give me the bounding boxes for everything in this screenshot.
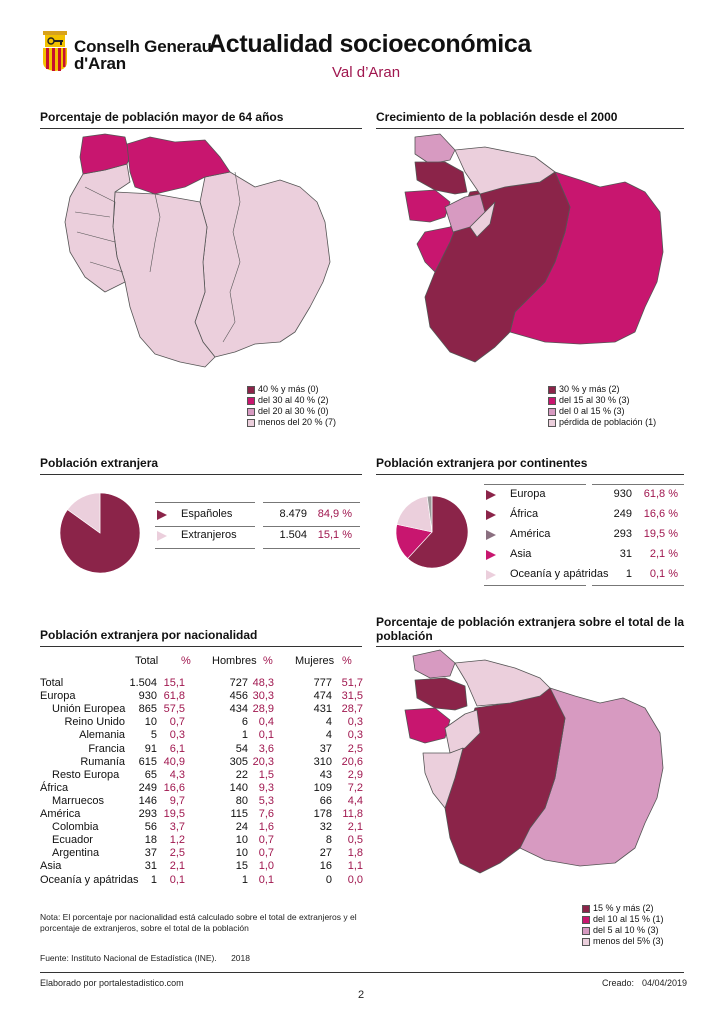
map2-rule [376, 128, 684, 129]
pie1-rule [40, 474, 362, 475]
table-row [40, 874, 365, 887]
footer-created-label: Creado: [602, 978, 635, 988]
cell-value: 28,7 [341, 703, 363, 716]
row-label: Resto Europa [52, 768, 120, 781]
map-foreign-share [395, 648, 685, 888]
cell-value: 0,7 [169, 716, 185, 729]
cell-value: 4 [325, 716, 332, 729]
map3-region-west-mid [405, 708, 450, 743]
cell-value: 865 [138, 703, 157, 716]
cell-value: 65 [144, 768, 157, 781]
table-row [40, 769, 365, 782]
cell-value: 6,1 [169, 742, 185, 755]
table-row [40, 677, 365, 690]
cell-value: 1,5 [258, 768, 274, 781]
cell-value: 0 [325, 873, 332, 886]
legend-swatch [582, 938, 590, 946]
table-row [40, 703, 365, 716]
map2-region-west-dark [415, 162, 467, 194]
cell-value: 5 [150, 729, 157, 742]
cell-value: 28,9 [252, 703, 274, 716]
row-marker-icon [486, 570, 496, 580]
table-row [40, 808, 365, 821]
cell-value: 727 [229, 677, 248, 689]
map1-legend [247, 384, 336, 428]
legend-swatch [548, 408, 556, 416]
map2-region-northwest [415, 134, 455, 164]
row-label: Alemania [79, 729, 125, 742]
legend-item: 40 % y más (0) [247, 384, 336, 395]
cell-value: 61,8 [163, 690, 185, 703]
pie2-rule [376, 474, 684, 475]
cell-value: 178 [313, 808, 332, 820]
cell-value: 37 [319, 742, 332, 755]
cell-value: 0,1 [258, 729, 274, 742]
table-row: Extranjeros 1.504 15,1 % [155, 526, 360, 546]
row-label: Unión Europea [52, 703, 126, 716]
map2-region-west-mid [405, 190, 450, 222]
cell-value: 1,8 [347, 847, 363, 860]
cell-value: 66 [319, 794, 332, 807]
legend-swatch [548, 386, 556, 394]
row-label: Ecuador [52, 834, 93, 847]
cell-value: 11,8 [342, 808, 363, 820]
cell-value: 51,7 [341, 677, 363, 689]
cell-value: 0,3 [347, 729, 363, 742]
cell-value: 57,5 [163, 703, 185, 716]
table-row [40, 795, 365, 808]
cell-value: 0,3 [169, 729, 185, 742]
table-title: Población extranjera por nacionalidad [40, 628, 258, 642]
map1-title: Porcentaje de población mayor de 64 años [40, 110, 284, 124]
table-row: América 293 19,5 % [484, 525, 684, 545]
cell-value: 19,5 [163, 808, 185, 820]
legend-item: del 5 al 10 % (3) [582, 925, 664, 936]
legend-item: 15 % y más (2) [582, 903, 664, 914]
cell-value: 1 [150, 873, 157, 886]
table-row [40, 782, 365, 795]
table-row [40, 690, 365, 703]
cell-value: 37 [144, 847, 157, 860]
cell-value: 15 [235, 860, 248, 873]
row-label: Francia [88, 742, 125, 755]
cell-value: 0,3 [347, 716, 363, 729]
cell-value: 10 [144, 716, 157, 729]
cell-value: 18 [144, 834, 157, 847]
legend-item: del 15 al 30 % (3) [548, 395, 656, 406]
cell-value: 32 [319, 821, 332, 834]
table-row: Españoles 8.479 84,9 % [155, 505, 360, 525]
row-label: África [40, 781, 69, 794]
cell-value: 293 [138, 808, 157, 820]
page-number: 2 [358, 989, 365, 1001]
legend-item: del 20 al 30 % (0) [247, 406, 336, 417]
logo [38, 30, 218, 74]
cell-value: 0,1 [258, 873, 274, 886]
legend-item: del 30 al 40 % (2) [247, 395, 336, 406]
legend-item: del 10 al 15 % (1) [582, 914, 664, 925]
cell-value: 4,3 [169, 768, 185, 781]
column-header: % [263, 655, 273, 667]
cell-value: 3,6 [258, 742, 274, 755]
legend-swatch [247, 386, 255, 394]
map3-legend [582, 903, 664, 947]
pie-foreign-by-continent [392, 492, 472, 572]
cell-value: 43 [319, 768, 332, 781]
cell-value: 31 [144, 860, 157, 873]
cell-value: 0,0 [347, 873, 363, 886]
source: Fuente: Instituto Nacional de Estadística (INE). 2018 [40, 953, 250, 963]
table-row [40, 834, 365, 847]
cell-value: 115 [230, 808, 248, 820]
legend-swatch [582, 916, 590, 924]
row-marker-icon [157, 531, 167, 541]
cell-value: 0,7 [258, 847, 274, 860]
cell-value: 146 [138, 794, 157, 807]
map3-rule [376, 646, 684, 647]
row-label: Colombia [52, 821, 99, 834]
cell-value: 54 [235, 742, 248, 755]
pie2-table [484, 484, 684, 586]
table-row: Oceanía y apátridas 1 0,1 % [484, 565, 684, 585]
footer-created-date: 04/04/2019 [642, 978, 688, 988]
cell-value: 5,3 [258, 794, 274, 807]
cell-value: 80 [235, 794, 248, 807]
cell-value: 22 [235, 768, 248, 781]
map2-legend [548, 384, 656, 428]
map3-region-northwest [413, 650, 455, 678]
row-label: Oceanía y apátridas [40, 873, 139, 886]
cell-value: 0,7 [258, 834, 274, 847]
cell-value: 4 [325, 729, 332, 742]
cell-value: 20,6 [341, 755, 363, 768]
cell-value: 615 [138, 755, 157, 768]
row-marker-icon [486, 530, 496, 540]
map1-region-east [195, 172, 330, 357]
cell-value: 10 [235, 834, 248, 847]
table-row: Asia 31 2,1 % [484, 545, 684, 565]
map-elderly-population [55, 132, 345, 372]
map1-rule [40, 128, 362, 129]
cell-value: 1.504 [129, 677, 157, 689]
column-header: % [342, 655, 352, 667]
cell-value: 2,1 [347, 821, 363, 834]
cell-value: 9,3 [258, 781, 274, 794]
pie-foreign-population [55, 488, 145, 578]
legend-swatch [582, 905, 590, 913]
row-label: Argentina [52, 847, 100, 860]
map3-title: Porcentaje de población extranjera sobre el total de la población [376, 615, 685, 643]
row-label: América [40, 808, 81, 820]
row-label: Europa [40, 690, 76, 703]
cell-value: 2,9 [347, 768, 363, 781]
coat-of-arms-icon [42, 30, 68, 72]
table-row: Europa 930 61,8 % [484, 485, 684, 505]
row-marker-icon [486, 510, 496, 520]
legend-swatch [247, 419, 255, 427]
cell-value: 31,5 [341, 690, 363, 703]
cell-value: 109 [313, 781, 332, 794]
table-row [40, 756, 365, 769]
cell-value: 16 [319, 860, 332, 873]
column-header: % [181, 655, 191, 667]
cell-value: 930 [138, 690, 157, 703]
legend-swatch [247, 408, 255, 416]
cell-value: 30,3 [252, 690, 274, 703]
row-marker-icon [486, 490, 496, 500]
legend-item: menos del 5% (3) [582, 936, 664, 947]
cell-value: 2,5 [169, 847, 185, 860]
table-row [40, 729, 365, 742]
legend-swatch [247, 397, 255, 405]
map2-title: Crecimiento de la población desde el 2000 [376, 110, 618, 124]
table-row [40, 860, 365, 873]
pie1-table [155, 502, 360, 552]
cell-value: 7,6 [258, 808, 274, 820]
cell-value: 4,4 [347, 794, 363, 807]
column-header: Hombres [212, 655, 257, 667]
legend-item: menos del 20 % (7) [247, 417, 336, 428]
row-marker-icon [157, 510, 167, 520]
cell-value: 1,2 [169, 834, 185, 847]
pie2-title: Población extranjera por continentes [376, 456, 588, 470]
table-rule [40, 646, 362, 647]
source-year: 2018 [231, 953, 250, 963]
logo-text-line2: d'Aran [74, 54, 126, 73]
cell-value: 24 [235, 821, 248, 834]
table-row [40, 821, 365, 834]
map1-region-central [113, 192, 215, 367]
row-marker-icon [486, 550, 496, 560]
cell-value: 56 [144, 821, 157, 834]
table-row [40, 716, 365, 729]
cell-value: 305 [229, 755, 248, 768]
cell-value: 1,6 [258, 821, 274, 834]
legend-item: del 0 al 15 % (3) [548, 406, 656, 417]
cell-value: 1,1 [347, 860, 363, 873]
logo-text-line1: Conselh Generau [74, 37, 212, 56]
cell-value: 91 [144, 742, 157, 755]
table-row [40, 847, 365, 860]
row-label: Marruecos [52, 794, 104, 807]
row-label: Rumanía [80, 755, 125, 768]
map3-region-west-dark [415, 678, 467, 710]
row-label: Asia [40, 860, 62, 873]
cell-value: 15,1 [163, 677, 185, 689]
cell-value: 9,7 [169, 794, 185, 807]
cell-value: 1 [241, 729, 248, 742]
table-row [40, 743, 365, 756]
column-header: Total [135, 655, 159, 667]
cell-value: 434 [229, 703, 248, 716]
cell-value: 2,5 [347, 742, 363, 755]
cell-value: 0,5 [347, 834, 363, 847]
cell-value: 431 [313, 703, 332, 716]
table-row: África 249 16,6 % [484, 505, 684, 525]
cell-value: 140 [229, 781, 248, 794]
cell-value: 0,4 [258, 716, 274, 729]
row-label: Total [40, 677, 64, 689]
map-population-growth [395, 132, 685, 372]
cell-value: 7,2 [347, 781, 363, 794]
page-subtitle: Val d’Aran [332, 64, 401, 81]
table-note: Nota: El porcentaje por nacionalidad está calculado sobre el total de extranjeros y el porcentaje de extranjeros, sobre el total de la población [40, 912, 357, 933]
legend-swatch [548, 397, 556, 405]
cell-value: 2,1 [169, 860, 185, 873]
cell-value: 27 [319, 847, 332, 860]
column-header: Mujeres [295, 655, 335, 667]
cell-value: 8 [325, 834, 332, 847]
footer-credit: Elaborado por portalestadistico.com [40, 978, 184, 988]
cell-value: 40,9 [163, 755, 185, 768]
cell-value: 310 [313, 755, 332, 768]
legend-swatch [548, 419, 556, 427]
cell-value: 456 [229, 690, 248, 703]
cell-value: 1,0 [258, 860, 274, 873]
cell-value: 6 [241, 716, 248, 729]
legend-swatch [582, 927, 590, 935]
cell-value: 1 [241, 873, 248, 886]
cell-value: 3,7 [169, 821, 185, 834]
cell-value: 474 [313, 690, 332, 703]
footer-rule [40, 972, 684, 973]
legend-item: pérdida de población (1) [548, 417, 656, 428]
cell-value: 20,3 [252, 755, 274, 768]
cell-value: 777 [313, 677, 332, 689]
cell-value: 249 [138, 781, 157, 794]
page-title: Actualidad socioeconómica [208, 30, 532, 58]
cell-value: 16,6 [163, 781, 185, 794]
cell-value: 0,1 [169, 873, 185, 886]
legend-item: 30 % y más (2) [548, 384, 656, 395]
row-label: Reino Unido [64, 716, 125, 729]
pie1-title: Población extranjera [40, 456, 159, 470]
cell-value: 10 [235, 847, 248, 860]
cell-value: 48,3 [252, 677, 274, 689]
